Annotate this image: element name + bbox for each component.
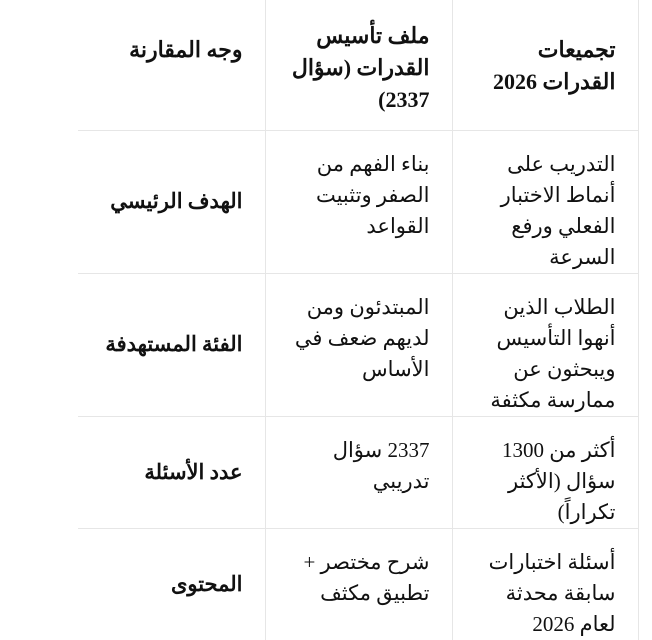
cell-tajmiat: أسئلة اختبارات سابقة محدثة لعام 2026 <box>452 528 638 640</box>
header-aspect: وجه المقارنة <box>78 0 265 130</box>
cell-tajmiat: التدريب على أنماط الاختبار الفعلي ورفع السرعة <box>452 130 638 273</box>
table-header-row <box>78 0 638 130</box>
table-row <box>78 273 638 416</box>
cell-aspect: الفئة المستهدفة <box>78 273 265 416</box>
cell-aspect: المحتوى <box>170 571 243 596</box>
comparison-table-wrapper <box>78 0 638 636</box>
header-foundation: ملف تأسيس القدرات (سؤال 2337) <box>265 0 452 130</box>
cell-aspect: الهدف الرئيسي <box>78 130 265 273</box>
table-row <box>78 528 638 640</box>
cell-foundation: 2337 سؤال تدريبي <box>265 416 452 528</box>
comparison-table <box>78 0 639 640</box>
cell-foundation: شرح مختصر + تطبيق مكثف <box>265 528 452 640</box>
cell-tajmiat: أكثر من 1300 سؤال (الأكثر تكراراً) <box>452 416 638 528</box>
table-row <box>78 416 638 528</box>
cell-foundation: المبتدئون ومن لديهم ضعف في الأساس <box>265 273 452 416</box>
cell-foundation: بناء الفهم من الصفر وتثبيت القواعد <box>265 130 452 273</box>
header-tajmiat: تجميعات القدرات 2026 <box>452 0 638 130</box>
cell-aspect: عدد الأسئلة <box>78 416 265 528</box>
table-row <box>78 130 638 273</box>
cell-tajmiat: الطلاب الذين أنهوا التأسيس ويبحثون عن ممارسة مكثفة <box>452 273 638 416</box>
